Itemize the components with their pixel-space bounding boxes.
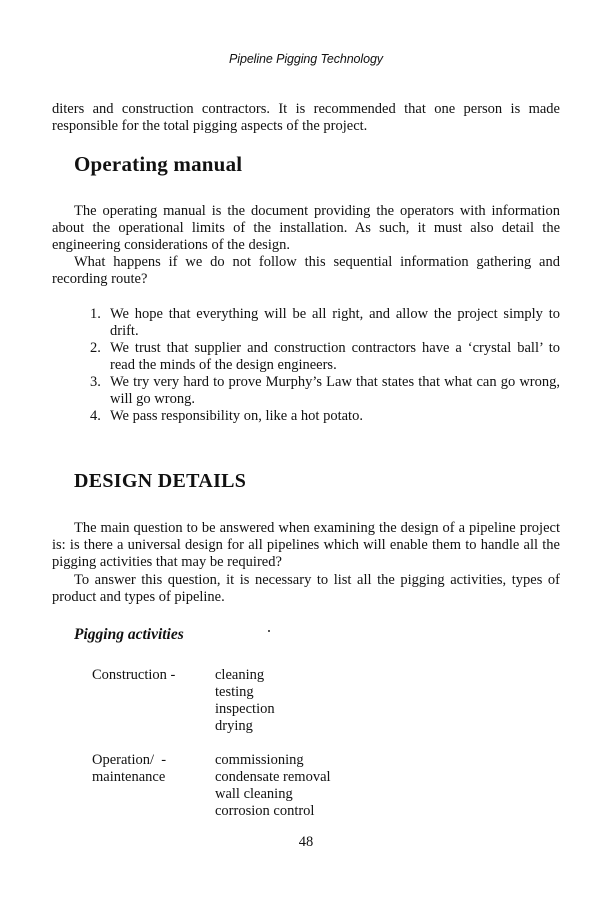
operating-manual-heading: Operating manual	[74, 152, 243, 176]
list-item-text: We pass responsibility on, like a hot potato.	[110, 408, 363, 424]
operating-manual-paragraph-2: What happens if we do not follow this sequential information gathering and recording route?	[52, 254, 560, 287]
list-item-text: We trust that supplier and construction contractors have a ‘crystal ball’ to read the minds of the design engineers.	[110, 340, 560, 373]
list-item-number: 3.	[90, 374, 101, 390]
activity-item: drying	[215, 718, 253, 734]
operating-manual-paragraph-1: The operating manual is the document providing the operators with information about the operational limits of the installation. As such, it must also detail the engineering considerations of the design.	[52, 203, 560, 253]
activity-item: commissioning	[215, 752, 304, 768]
activity-label-line: Construction -	[92, 667, 176, 683]
activity-item: testing	[215, 684, 254, 700]
list-item	[90, 340, 560, 374]
activity-label-line: Operation/ -	[92, 752, 167, 768]
design-details-paragraph-2: To answer this question, it is necessary to list all the pigging activities, types of product and types of pipeline.	[52, 572, 560, 605]
page-number: 48	[298, 834, 314, 850]
consequences-list	[90, 306, 560, 425]
list-item	[90, 374, 560, 408]
running-header: Pipeline Pigging Technology	[229, 52, 383, 66]
activity-items-list	[215, 667, 275, 735]
list-item-text: We try very hard to prove Murphy’s Law that states that what can go wrong, will go wrong.	[110, 374, 560, 407]
activity-item: inspection	[215, 701, 275, 717]
activity-label-line: maintenance	[92, 769, 166, 785]
activity-group-label	[92, 752, 204, 786]
pigging-activities-subheading: Pigging activities	[74, 626, 184, 643]
activity-item: wall cleaning	[215, 786, 293, 802]
activity-item: corrosion control	[215, 803, 315, 819]
list-item	[90, 306, 560, 340]
list-item	[90, 408, 560, 425]
list-item-number: 1.	[90, 306, 101, 322]
design-details-paragraph-1: The main question to be answered when examining the design of a pipeline project is: is there a universal design for all pipelines which will enable them to handle all the pigging activities that may be required?	[52, 520, 560, 570]
list-item-number: 4.	[90, 408, 101, 424]
list-item-number: 2.	[90, 340, 101, 356]
activity-item: cleaning	[215, 667, 265, 683]
activity-group-label	[92, 667, 204, 684]
activity-items-list	[215, 752, 331, 820]
stray-mark	[268, 630, 270, 632]
list-item-text: We hope that everything will be all right, and allow the project simply to drift.	[110, 306, 560, 339]
continuation-paragraph: diters and construction contractors. It is recommended that one person is made responsible for the total pigging aspects of the project.	[52, 101, 560, 134]
activity-item: condensate removal	[215, 769, 331, 785]
design-details-heading: DESIGN DETAILS	[74, 470, 247, 492]
